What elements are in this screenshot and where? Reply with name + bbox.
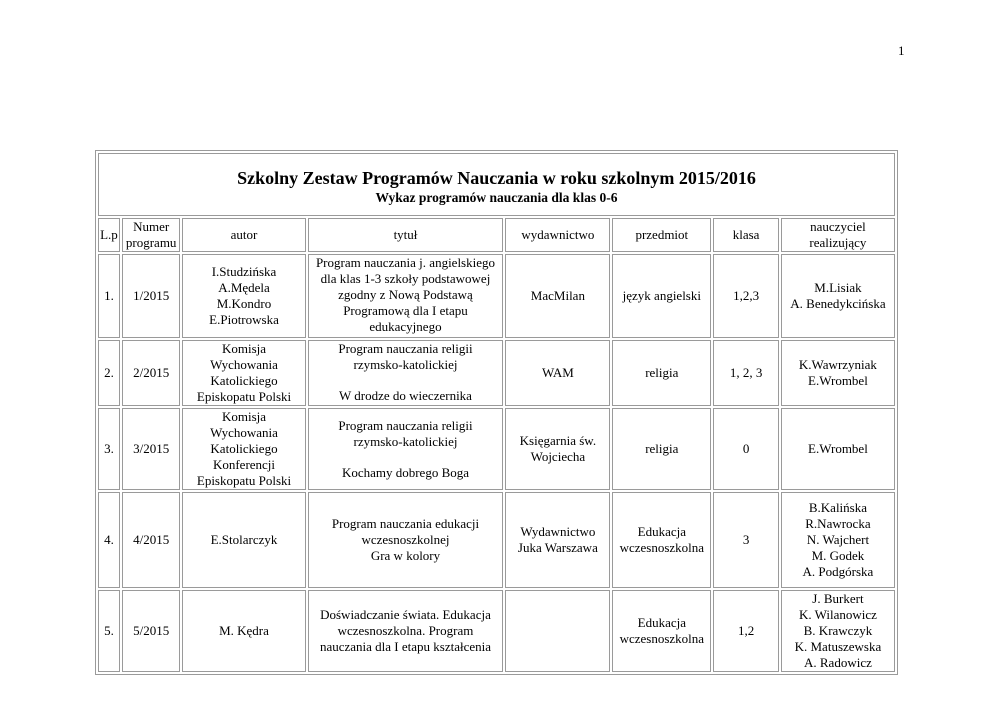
cell-tytul (308, 590, 504, 672)
cell-autor: E.Stolarczyk (182, 492, 305, 588)
cell-wydawnictwo: WAM (505, 340, 610, 406)
cell-przedmiot: religia (612, 408, 711, 490)
tytul-text: Program nauczania religii rzymsko-katolickiej (338, 417, 473, 449)
programs-table (95, 150, 898, 675)
tytul-extra: Kochamy dobrego Boga (341, 464, 470, 480)
tytul-text: Doświadczanie świata. Edukacja wczesnoszkolna. Program nauczania dla I etapu kształcenia (319, 607, 492, 654)
table-row (98, 340, 895, 406)
cell-wydawnictwo: MacMilan (505, 254, 610, 338)
cell-tytul (308, 408, 504, 490)
cell-tytul (308, 492, 504, 588)
cell-numer: 5/2015 (122, 590, 181, 672)
cell-autor: Komisja Wychowania Katolickiego Konferencji Episkopatu Polski (182, 408, 305, 490)
cell-klasa: 1,2,3 (713, 254, 779, 338)
header-nauczyciel: nauczyciel realizujący (781, 218, 895, 252)
cell-nauczyciel: J. Burkert K. Wilanowicz B. Krawczyk K. Matuszewska A. Radowicz (781, 590, 895, 672)
cell-numer: 4/2015 (122, 492, 181, 588)
cell-nauczyciel: K.Wawrzyniak E.Wrombel (781, 340, 895, 406)
header-numer: Numer programu (122, 218, 181, 252)
table-subtitle: Wykaz programów nauczania dla klas 0-6 (375, 189, 618, 205)
cell-lp: 3. (98, 408, 120, 490)
cell-wydawnictwo (505, 590, 610, 672)
cell-numer: 3/2015 (122, 408, 181, 490)
cell-nauczyciel: B.Kalińska R.Nawrocka N. Wajchert M. Godek A. Podgórska (781, 492, 895, 588)
tytul-text: Program nauczania religii rzymsko-katolickiej (338, 341, 473, 372)
header-row (98, 218, 895, 252)
cell-autor: M. Kędra (182, 590, 305, 672)
cell-klasa: 0 (713, 408, 779, 490)
cell-lp: 4. (98, 492, 120, 588)
header-lp: L.p (98, 218, 120, 252)
cell-tytul (308, 254, 504, 338)
cell-numer: 1/2015 (122, 254, 181, 338)
cell-przedmiot: Edukacja wczesnoszkolna (612, 492, 711, 588)
cell-klasa: 1, 2, 3 (713, 340, 779, 406)
cell-nauczyciel: E.Wrombel (781, 408, 895, 490)
cell-nauczyciel: M.Lisiak A. Benedykcińska (781, 254, 895, 338)
table-row (98, 590, 895, 672)
cell-przedmiot: Edukacja wczesnoszkolna (612, 590, 711, 672)
header-przedmiot: przedmiot (612, 218, 711, 252)
cell-klasa: 1,2 (713, 590, 779, 672)
header-autor: autor (182, 218, 305, 252)
table-row (98, 254, 895, 338)
cell-autor: Komisja Wychowania Katolickiego Episkopatu Polski (182, 340, 305, 406)
header-tytul: tytuł (308, 218, 504, 252)
cell-przedmiot: język angielski (612, 254, 711, 338)
tytul-text: Program nauczania j. angielskiego dla klas 1-3 szkoły podstawowej zgodny z Nową Podstawą Programową dla I etapu edukacyjnego (315, 255, 496, 334)
cell-numer: 2/2015 (122, 340, 181, 406)
cell-lp: 5. (98, 590, 120, 672)
cell-przedmiot: religia (612, 340, 711, 406)
table-title-cell (98, 153, 895, 216)
table-row (98, 492, 895, 588)
cell-wydawnictwo: Wydawnictwo Juka Warszawa (505, 492, 610, 588)
header-klasa: klasa (713, 218, 779, 252)
table-title: Szkolny Zestaw Programów Nauczania w roku szkolnym 2015/2016 (237, 167, 756, 188)
cell-klasa: 3 (713, 492, 779, 588)
cell-lp: 2. (98, 340, 120, 406)
table-row (98, 408, 895, 490)
cell-wydawnictwo: Księgarnia św. Wojciecha (505, 408, 610, 490)
cell-autor: I.Studzińska A.Mędela M.Kondro E.Piotrowska (182, 254, 305, 338)
page-number: 1 (898, 43, 905, 58)
header-wydawnictwo: wydawnictwo (505, 218, 610, 252)
tytul-extra: W drodze do wieczernika (339, 388, 472, 403)
tytul-text: Program nauczania edukacji wczesnoszkolnej Gra w kolory (331, 516, 480, 563)
cell-tytul (308, 340, 504, 406)
cell-lp: 1. (98, 254, 120, 338)
